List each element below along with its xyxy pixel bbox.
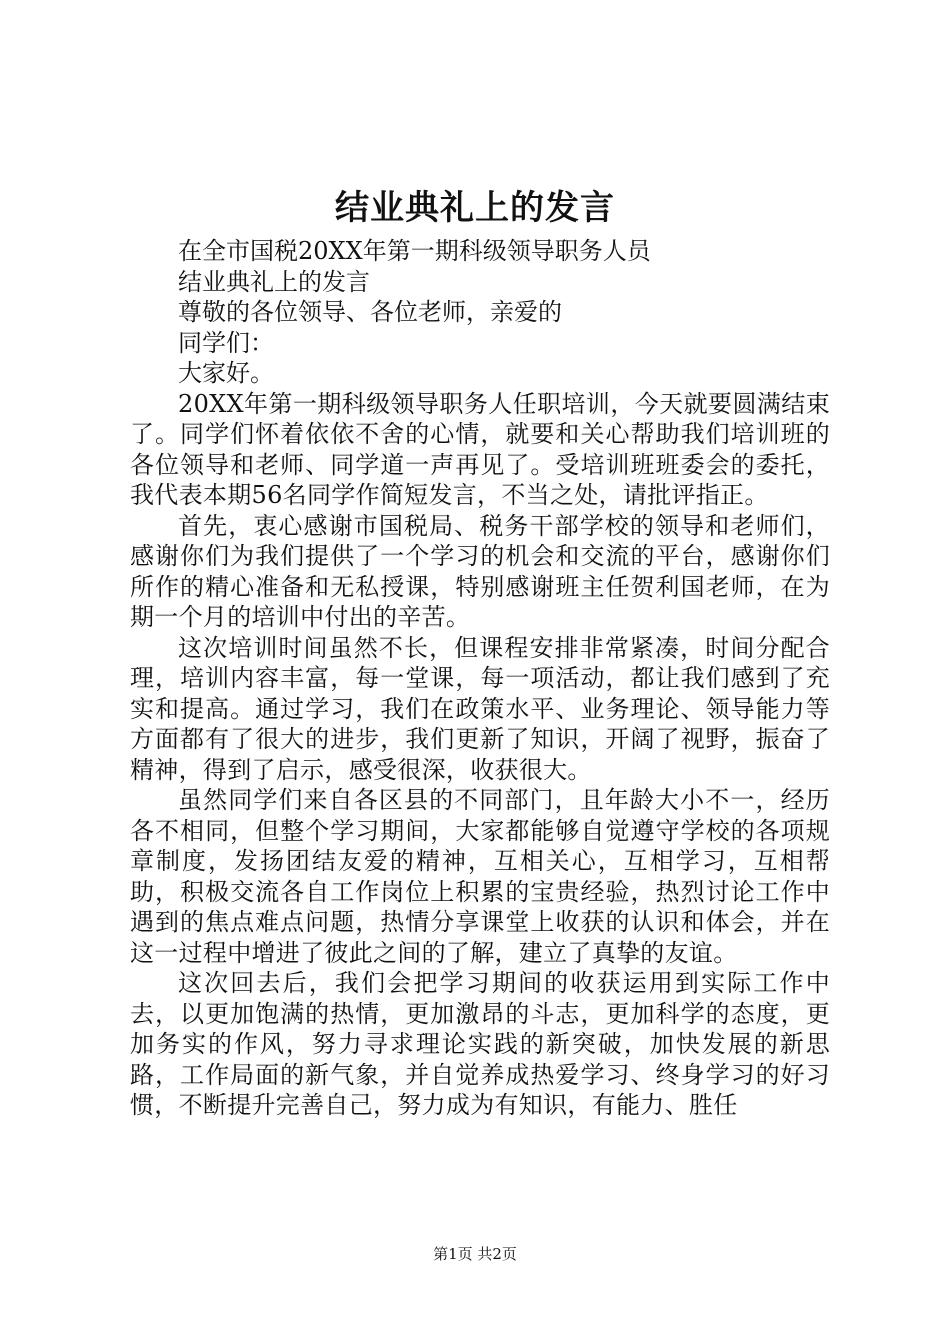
paragraph-classmates: 虽然同学们来自各区县的不同部门，且年龄大小不一，经历各不相同，但整个学习期间，大家都能够自觉遵守学校的各项规章制度，发扬团结友爱的精神，互相关心，互相学习，互相帮助，积极交流各自工作岗位上积累的宝贵经验，热烈讨论工作中遇到的焦点难点问题，热情分享课堂上收获的认识和体会，并在这一过程中增进了彼此之间的了解，建立了真挚的友谊。 (130, 786, 830, 967)
intro-line-subtitle: 结业典礼上的发言 (178, 267, 370, 296)
document-body (130, 236, 830, 1121)
paragraph-future: 这次回去后，我们会把学习期间的收获运用到实际工作中去，以更加饱满的热情，更加激昂的斗志，更加科学的态度，更加务实的作风，努力寻求理论实践的新突破，加快发展的新思路，工作局面的新气象，并自觉养成热爱学习、终身学习的好习惯，不断提升完善自己，努力成为有知识，有能力、胜任 (130, 969, 830, 1119)
intro-line-salutation: 尊敬的各位领导、各位老师，亲爱的 (178, 298, 562, 326)
paragraph-thanks: 首先，衷心感谢市国税局、税务干部学校的领导和老师们，感谢你们为我们提供了一个学习的机会和交流的平台，感谢你们所作的精心准备和无私授课，特别感谢班主任贺利国老师，在为期一个月的培训中付出的辛苦。 (130, 511, 830, 631)
paragraph-training: 这次培训时间虽然不长，但课程安排非常紧凑，时间分配合理，培训内容丰富，每一堂课，每一项活动，都让我们感到了充实和提高。通过学习，我们在政策水平、业务理论、领导能力等方面都有了很大的进步，我们更新了知识，开阔了视野，振奋了精神，得到了启示，感受很深，收获很大。 (130, 633, 830, 784)
intro-line-greeting: 大家好。 (178, 359, 274, 387)
intro-line-event: 在全市国税20XX年第一期科级领导职务人员 (178, 237, 651, 265)
paragraph-opening: 20XX年第一期科级领导职务人任职培训，今天就要圆满结束了。同学们怀着依依不舍的心情，就要和关心帮助我们培训班的各位领导和老师、同学道一声再见了。受培训班班委会的委托，我代表本期56名同学作简短发言，不当之处，请批评指正。 (130, 389, 830, 509)
intro-line-salutation-cont: 同学们： (178, 328, 274, 357)
document-title: 结业典礼上的发言 (335, 188, 615, 228)
page-footer: 第1页 共2页 (433, 1245, 517, 1263)
